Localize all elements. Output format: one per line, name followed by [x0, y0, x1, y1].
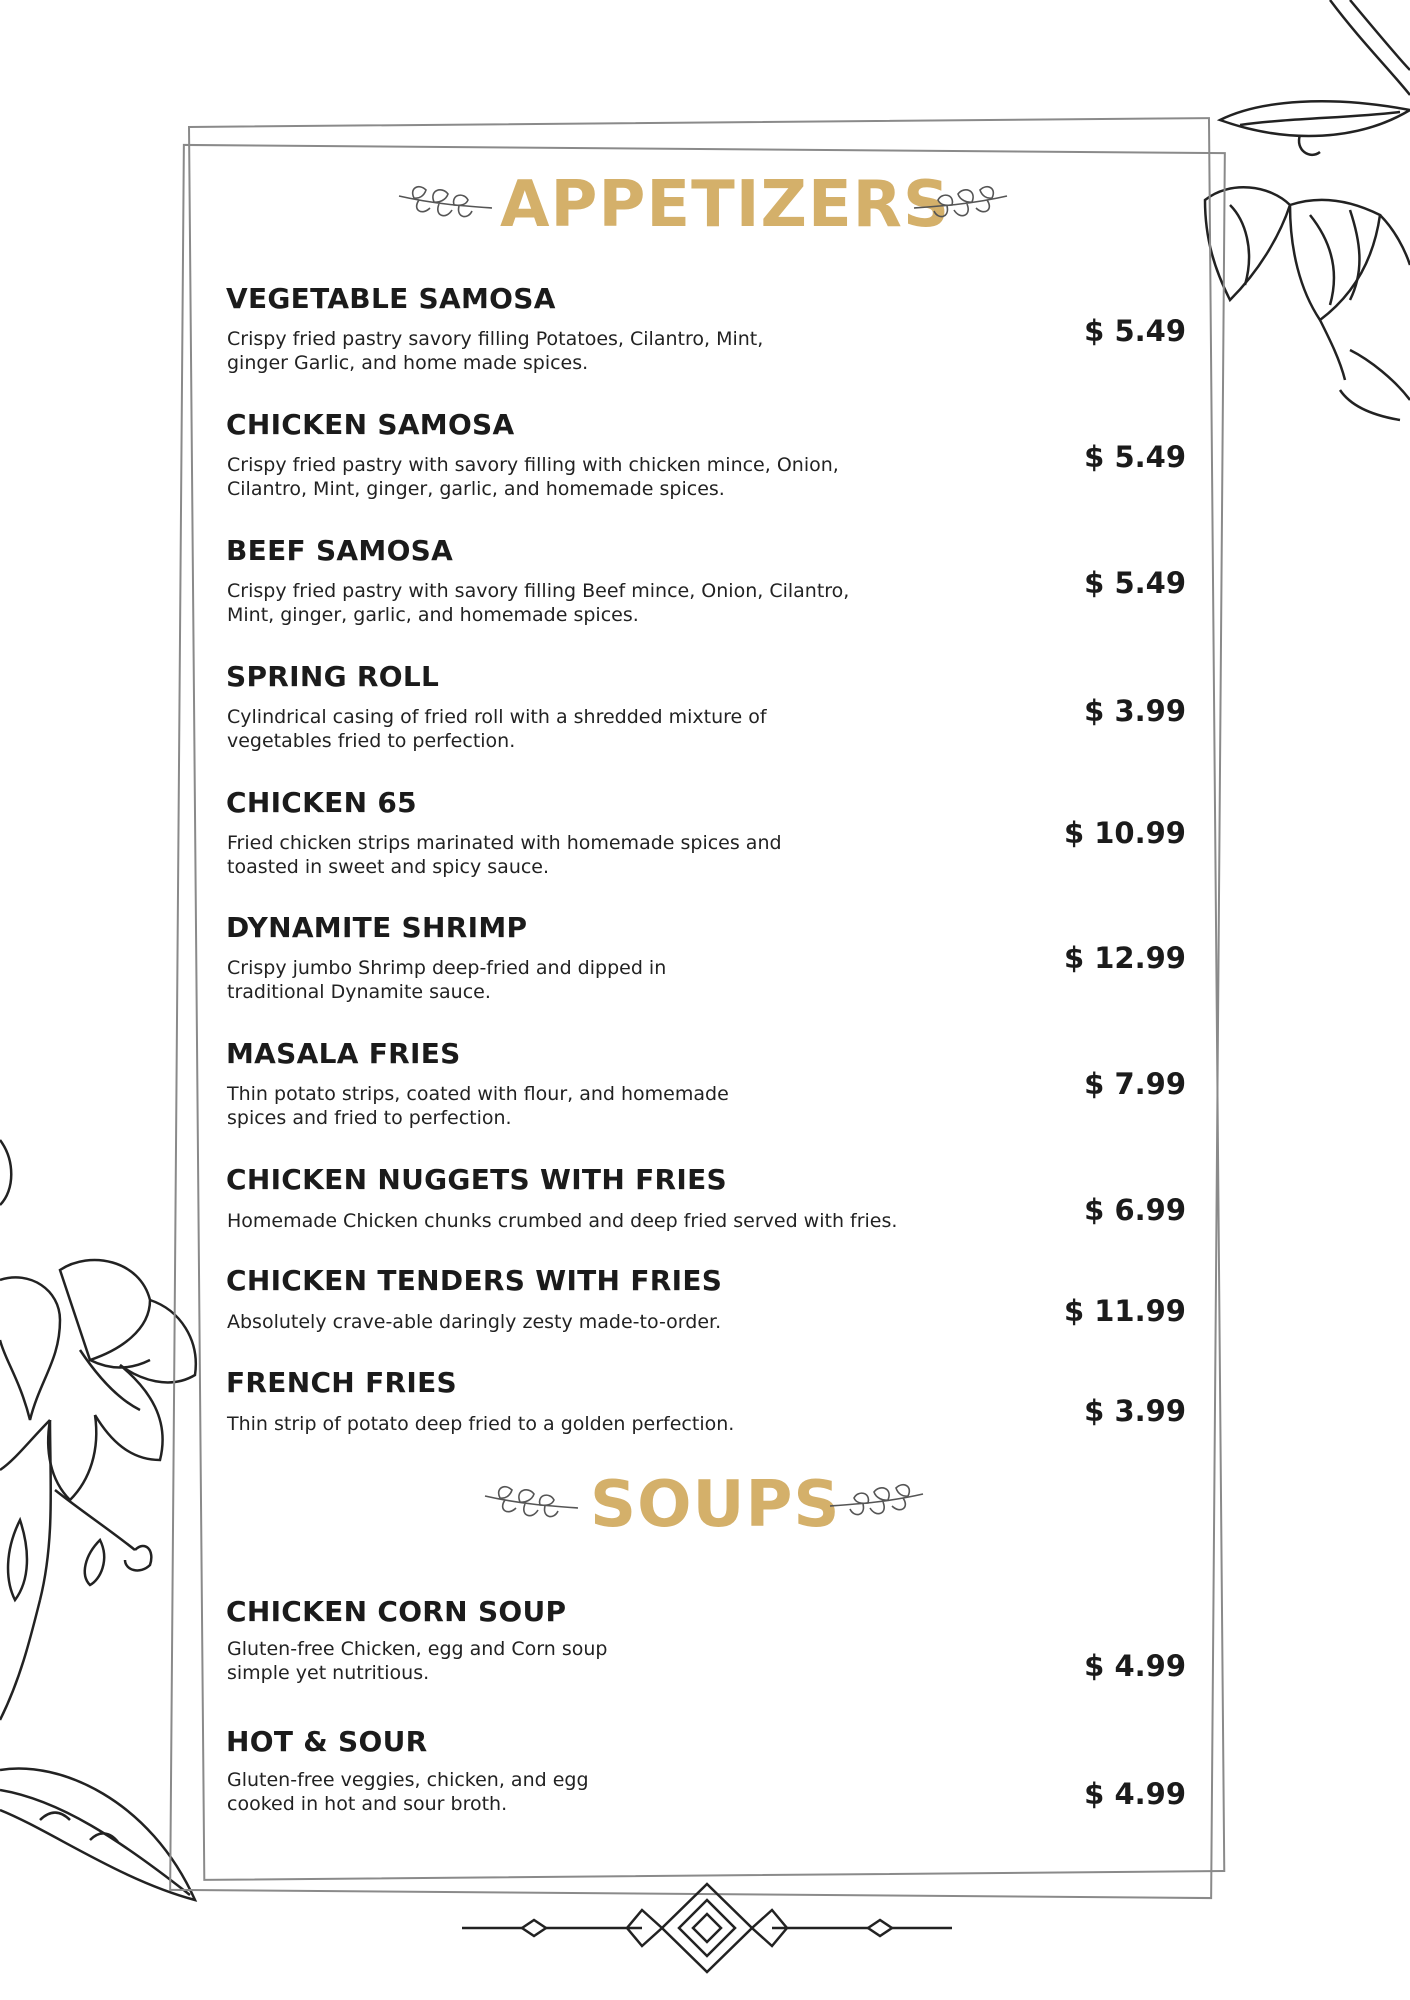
item-price: $ 7.99	[1084, 1067, 1186, 1101]
item-price: $ 4.99	[1084, 1649, 1186, 1683]
item-name: CHICKEN SAMOSA	[226, 408, 515, 441]
item-name: VEGETABLE SAMOSA	[226, 282, 556, 315]
laurel-right-icon	[912, 178, 1012, 228]
item-description-line: Cylindrical casing of fried roll with a shredded mixture of	[227, 706, 767, 728]
item-description	[227, 327, 763, 375]
item-price: $ 3.99	[1084, 694, 1186, 728]
item-description-line: Mint, ginger, garlic, and homemade spices.	[227, 604, 639, 626]
item-description	[227, 1637, 607, 1685]
item-price: $ 11.99	[1063, 1294, 1186, 1328]
item-description-line: Fried chicken strips marinated with homemade spices and	[227, 832, 782, 854]
menu-item	[226, 408, 1186, 508]
item-price: $ 6.99	[1084, 1193, 1186, 1227]
item-name: HOT & SOUR	[226, 1725, 428, 1758]
laurel-right-icon	[828, 1476, 928, 1526]
item-description	[227, 956, 666, 1004]
floral-illustration-top-right	[1200, 0, 1410, 430]
item-description-line: traditional Dynamite sauce.	[227, 981, 491, 1003]
item-name: DYNAMITE SHRIMP	[226, 911, 528, 944]
item-price: $ 5.49	[1084, 440, 1186, 474]
menu-item	[226, 282, 1186, 382]
item-name: CHICKEN NUGGETS WITH FRIES	[226, 1163, 728, 1196]
item-price: $ 4.99	[1084, 1777, 1186, 1811]
item-description-line: simple yet nutritious.	[227, 1662, 430, 1684]
item-description-line: vegetables fried to perfection.	[227, 730, 516, 752]
item-name: MASALA FRIES	[226, 1037, 461, 1070]
item-description	[227, 1412, 734, 1436]
item-name: CHICKEN 65	[226, 786, 417, 819]
item-description-line: ginger Garlic, and home made spices.	[227, 352, 589, 374]
item-description	[227, 831, 782, 879]
item-description-line: Thin strip of potato deep fried to a golden perfection.	[227, 1413, 735, 1435]
item-description	[227, 705, 767, 753]
menu-item	[226, 1163, 1186, 1243]
item-name: CHICKEN TENDERS WITH FRIES	[226, 1264, 723, 1297]
item-description-line: Cilantro, Mint, ginger, garlic, and homemade spices.	[227, 478, 725, 500]
item-description	[227, 1209, 897, 1233]
item-price: $ 5.49	[1084, 566, 1186, 600]
item-description	[227, 1082, 729, 1130]
item-price: $ 5.49	[1084, 314, 1186, 348]
item-description-line: Crispy jumbo Shrimp deep-fried and dipped in	[227, 957, 667, 979]
menu-item	[226, 660, 1186, 760]
item-description-line: Gluten-free Chicken, egg and Corn soup	[227, 1638, 608, 1660]
item-description-line: cooked in hot and sour broth.	[227, 1793, 508, 1815]
menu-item	[226, 1595, 1186, 1695]
item-description-line: Crispy fried pastry savory filling Potatoes, Cilantro, Mint,	[227, 328, 764, 350]
soups-heading: SOUPS	[590, 1468, 841, 1542]
item-description	[227, 579, 849, 627]
item-description-line: Thin potato strips, coated with flour, and homemade	[227, 1083, 729, 1105]
item-description-line: spices and fried to perfection.	[227, 1107, 512, 1129]
item-price: $ 12.99	[1063, 941, 1186, 975]
menu-item	[226, 1037, 1186, 1137]
laurel-left-icon	[394, 178, 494, 228]
bottom-ornament-icon	[462, 1880, 952, 1976]
menu-item	[226, 1366, 1186, 1446]
item-description	[227, 453, 839, 501]
item-name: CHICKEN CORN SOUP	[226, 1595, 567, 1628]
item-name: BEEF SAMOSA	[226, 534, 454, 567]
item-price: $ 3.99	[1084, 1394, 1186, 1428]
menu-item	[226, 911, 1186, 1011]
laurel-left-icon	[480, 1478, 580, 1528]
menu-item	[226, 1264, 1186, 1344]
item-description	[227, 1310, 721, 1334]
item-description-line: Gluten-free veggies, chicken, and egg	[227, 1769, 589, 1791]
item-description-line: Absolutely crave-able daringly zesty made-to-order.	[227, 1311, 722, 1333]
item-description-line: Homemade Chicken chunks crumbed and deep fried served with fries.	[227, 1210, 898, 1232]
appetizers-heading: APPETIZERS	[500, 168, 951, 242]
item-description-line: Crispy fried pastry with savory filling Beef mince, Onion, Cilantro,	[227, 580, 850, 602]
menu-item	[226, 786, 1186, 886]
item-price: $ 10.99	[1063, 816, 1186, 850]
item-name: FRENCH FRIES	[226, 1366, 457, 1399]
menu-item	[226, 1725, 1186, 1825]
menu-item	[226, 534, 1186, 634]
item-description	[227, 1768, 589, 1816]
item-description-line: Crispy fried pastry with savory filling with chicken mince, Onion,	[227, 454, 839, 476]
item-description-line: toasted in sweet and spicy sauce.	[227, 856, 550, 878]
item-name: SPRING ROLL	[226, 660, 440, 693]
